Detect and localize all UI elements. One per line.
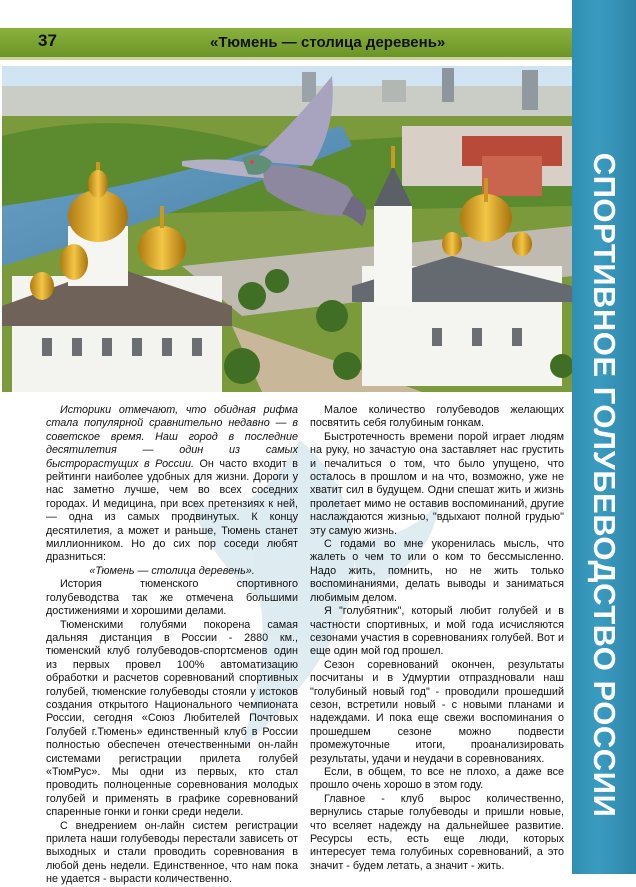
page-number: 37 [38, 31, 57, 50]
paragraph: Главное - клуб вырос количественно, вернулись старые голубеводы и пришли новые, что вселяет надежду на дальнейшее развитие. Ресурсы есть, есть еще люди, которых интересует тема голубиных соревнований, а это значит - будем летать, а значит - жить. [310, 792, 564, 872]
paragraph: История тюменского спортивного голубеводства так же отмечена большими достижениями и хорошими делами. [46, 578, 298, 618]
city-photo [2, 66, 572, 392]
article-right-column [310, 404, 564, 873]
paragraph: С годами во мне укоренилась мысль, что жалеть о чем то или о ком то бессмысленно. Надо жить, помнить, но не жить только воспоминаниями, делать выводы и заниматься любимым делом. [310, 538, 564, 604]
paragraph: Я "голубятник", который любит голубей и в частности спортивных, и мой года исчисляются сезонами участия в соревнованиях голубей. Вот и еще один мой год прошел. [310, 605, 564, 658]
intro-regular-text: Он часто входит в рейтинги наиболее удобных для жизни. Дороги у нас заметно лучше, чем во всех соседних городах. И медицина, при всех претензиях к ней, — одна из самых продвинутых. К концу десятилетия, а может и раньше, Тюмень станет миллионником. Но до сих пор соседи любят дразниться: [46, 457, 298, 564]
sidebar-title: СПОРТИВНОЕ ГОЛУБЕВОДСТВО РОССИИ [587, 152, 622, 818]
paragraph: Быстротечность времени порой играет людям на руку, но зачастую она заставляет нас грустить и печалиться о том, что было упущено, что осталось в прошлом и на что, возможно, уже не хватит сил в будущем. Одни спешат жить и жизнь пролетает мимо не оставив воспоминаний, другие наслаждаются жизнью, "вдыхают полной грудью" эту самую жизнь. [310, 430, 564, 537]
page-title: «Тюмень — столица деревень» [210, 34, 446, 51]
article-left-column [46, 404, 298, 887]
paragraph: Если, в общем, то все не плохо, а даже все прошло очень хорошо в этом году. [310, 765, 564, 792]
paragraph: Сезон соревнований окончен, результаты посчитаны и в Удмуртии отпраздновали наш "голубиный новый год" - проводили прошедший сезон, встретили новый - с новыми планами и надеждами. И пока еще свежи воспоминания о прошедшем сезоне можно подвести промежуточные итоги, проанализировать результаты, удачи и неудачи в соревнованиях. [310, 658, 564, 765]
paragraph: Малое количество голубеводов желающих посвятить себя голубиным гонкам. [310, 404, 564, 430]
paragraph: Тюменскими голубями покорена самая дальняя дистанция в России - 2880 км., тюменский клуб голубеводов-спортсменов один из первых провел 100% автоматизацию обработки и расчетов соревнований спортивных голубей, тюменские голубеводы стояли у истоков создания открытого Национального чемпионата России, сегодня «Союз Любителей Почтовых Голубей г.Тюмень» единственный клуб в России полностью обеспечен отечественными он-лайн системами регистрации прилета голубей «ТюмРус». Мы одни из первых, кто стал проводить полноценные соревнования молодых голубей и применять в графике соревнований спаренные гонки и гонки среди недели. [46, 618, 298, 819]
intro-paragraph [46, 404, 298, 565]
quote-line: «Тюмень — столица деревень». [89, 564, 255, 577]
paragraph: С внедрением он-лайн систем регистрации прилета наши голубеводы перестали зависеть от выходных и стали проводить соревнования в любой день недели. Единственное, что нам пока не удается - вырасти количественно. [46, 819, 298, 886]
intro-italic-text: Историки отмечают, что обидная рифма стала популярной сравнительно недавно — в советское время. Наш город в последние десятилетия — один из самых быстрорастущих в России. [46, 404, 298, 470]
city-photo-illustration [2, 66, 572, 392]
